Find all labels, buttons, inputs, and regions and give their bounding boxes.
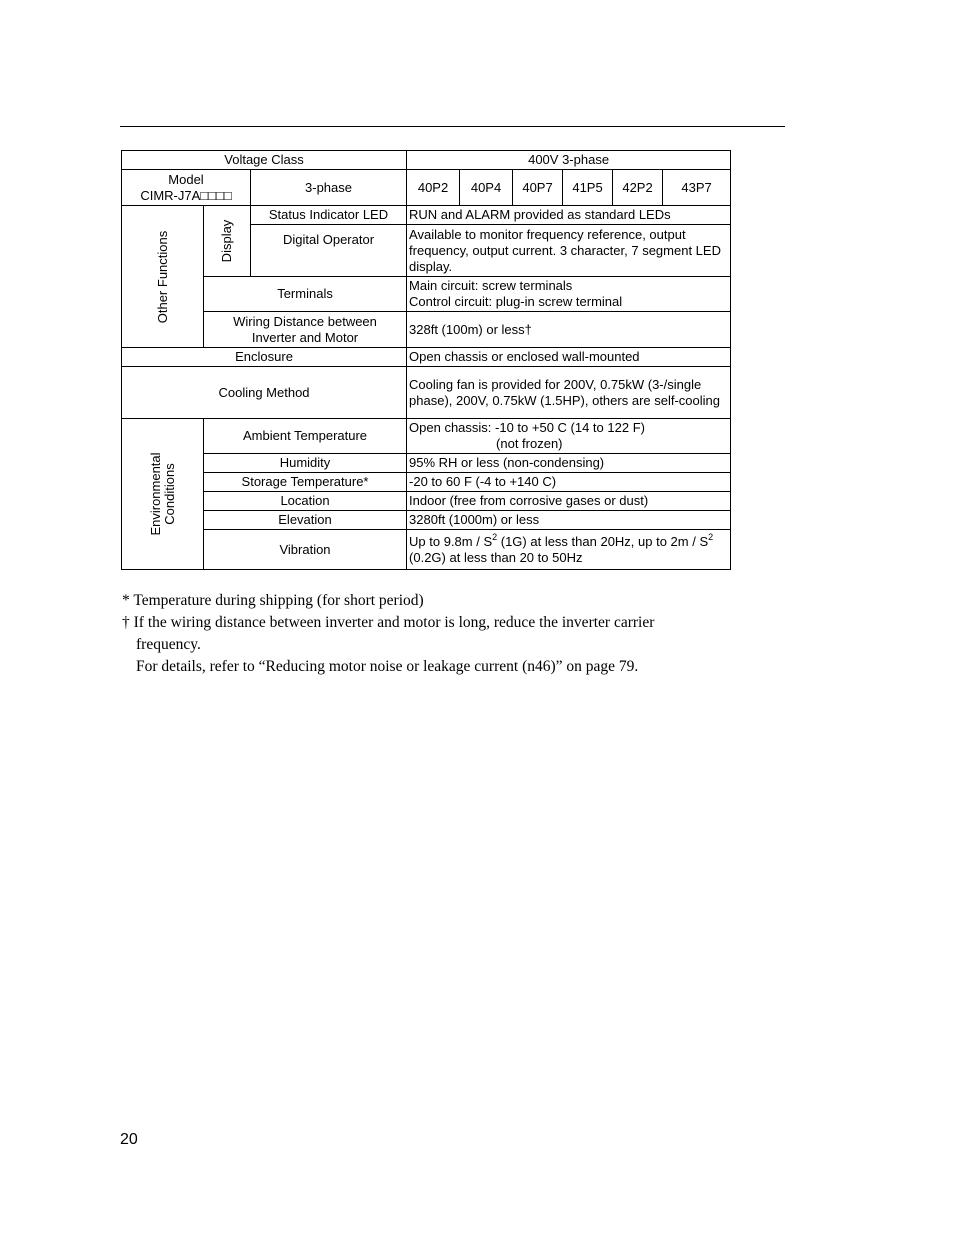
elevation-label: Elevation xyxy=(204,511,407,530)
model-label-line1: Model xyxy=(168,171,204,187)
vibration-value-line2: (0.2G) at less than 20 to 50Hz xyxy=(409,549,583,565)
other-functions-text: Other Functions xyxy=(154,230,170,323)
other-functions-label xyxy=(122,206,204,348)
digital-operator-value: Available to monitor frequency reference, output frequency, output current. 3 character, 7 segment LED display. xyxy=(407,225,731,277)
status-led-value: RUN and ALARM provided as standard LEDs xyxy=(407,206,731,225)
terminals-value-line2: Control circuit: plug-in screw terminal xyxy=(409,294,623,309)
location-label: Location xyxy=(204,492,407,511)
digital-operator-label: Digital Operator xyxy=(251,225,407,277)
phase-label: 3-phase xyxy=(251,170,407,206)
footnote-wiring-cont: frequency. xyxy=(136,636,201,653)
model-code: 40P7 xyxy=(513,170,563,206)
ambient-value-line2: (not frozen) xyxy=(496,436,563,451)
enclosure-label: Enclosure xyxy=(122,348,407,367)
footnote-wiring: † If the wiring distance between inverter and motor is long, reduce the inverter carrier xyxy=(122,614,655,631)
table-row xyxy=(122,151,731,170)
vibration-superscript-a: 2 xyxy=(492,531,498,542)
table-row xyxy=(122,348,731,367)
storage-temperature-value: -20 to 60 F (-4 to +140 C) xyxy=(407,473,731,492)
table-row xyxy=(122,419,731,454)
display-label xyxy=(204,206,251,277)
page-number: 20 xyxy=(120,1131,138,1148)
wiring-label-line1: Wiring Distance between xyxy=(233,313,377,329)
footnotes xyxy=(122,590,722,678)
environmental-conditions-text xyxy=(149,452,177,535)
table-row xyxy=(122,170,731,206)
footnote-shipping: * Temperature during shipping (for short period) xyxy=(122,592,424,609)
table-row xyxy=(122,312,731,348)
cooling-method-value: Cooling fan is provided for 200V, 0.75kW (3-/single phase), 200V, 0.75kW (1.5HP), others are self-cooling xyxy=(407,367,731,419)
table-row xyxy=(122,530,731,570)
vibration-text-b: (1G) at less than 20Hz, up to 2m / S xyxy=(497,533,709,549)
cooling-method-label: Cooling Method xyxy=(122,367,407,419)
footnote-reference: For details, refer to “Reducing motor noise or leakage current (n46)” on page 79. xyxy=(136,658,639,675)
storage-temperature-label: Storage Temperature* xyxy=(204,473,407,492)
wiring-label-line2: Inverter and Motor xyxy=(251,329,359,345)
vibration-label: Vibration xyxy=(204,530,407,570)
model-code: 42P2 xyxy=(613,170,663,206)
vibration-superscript-b: 2 xyxy=(708,531,714,542)
ambient-temperature-value xyxy=(407,419,731,454)
table-row xyxy=(122,473,731,492)
terminals-value xyxy=(407,277,731,312)
table-row xyxy=(122,277,731,312)
wiring-distance-label xyxy=(204,312,407,348)
elevation-value: 3280ft (1000m) or less xyxy=(407,511,731,530)
voltage-class-value: 400V 3-phase xyxy=(407,151,731,170)
specifications-table xyxy=(121,150,731,570)
header-rule xyxy=(120,126,785,127)
table-row xyxy=(122,206,731,225)
model-code: 41P5 xyxy=(563,170,613,206)
env-label-line2: Conditions xyxy=(161,463,177,525)
voltage-class-label: Voltage Class xyxy=(122,151,407,170)
terminals-value-line1: Main circuit: screw terminals xyxy=(409,278,573,293)
location-value: Indoor (free from corrosive gases or dust) xyxy=(407,492,731,511)
model-code: 43P7 xyxy=(663,170,731,206)
status-led-label: Status Indicator LED xyxy=(251,206,407,225)
table-row xyxy=(122,367,731,419)
model-label xyxy=(122,170,251,206)
environmental-conditions-label xyxy=(122,419,204,570)
humidity-value: 95% RH or less (non-condensing) xyxy=(407,454,731,473)
vibration-text-a: Up to 9.8m / S xyxy=(409,533,493,549)
model-code: 40P2 xyxy=(407,170,460,206)
humidity-label: Humidity xyxy=(204,454,407,473)
table-row xyxy=(122,454,731,473)
vibration-value xyxy=(407,530,731,570)
wiring-distance-value: 328ft (100m) or less† xyxy=(407,312,731,348)
table-row xyxy=(122,492,731,511)
model-code: 40P4 xyxy=(460,170,513,206)
terminals-label: Terminals xyxy=(204,277,407,312)
display-text: Display xyxy=(219,219,234,263)
model-label-line2: CIMR-J7A□□□□ xyxy=(140,187,232,203)
enclosure-value: Open chassis or enclosed wall-mounted xyxy=(407,348,731,367)
env-label-line1: Environmental xyxy=(147,452,163,536)
vibration-value-line1 xyxy=(409,531,728,550)
ambient-value-line1: Open chassis: -10 to +50 C (14 to 122 F) xyxy=(409,420,645,435)
ambient-temperature-label: Ambient Temperature xyxy=(204,419,407,454)
table-row xyxy=(122,511,731,530)
